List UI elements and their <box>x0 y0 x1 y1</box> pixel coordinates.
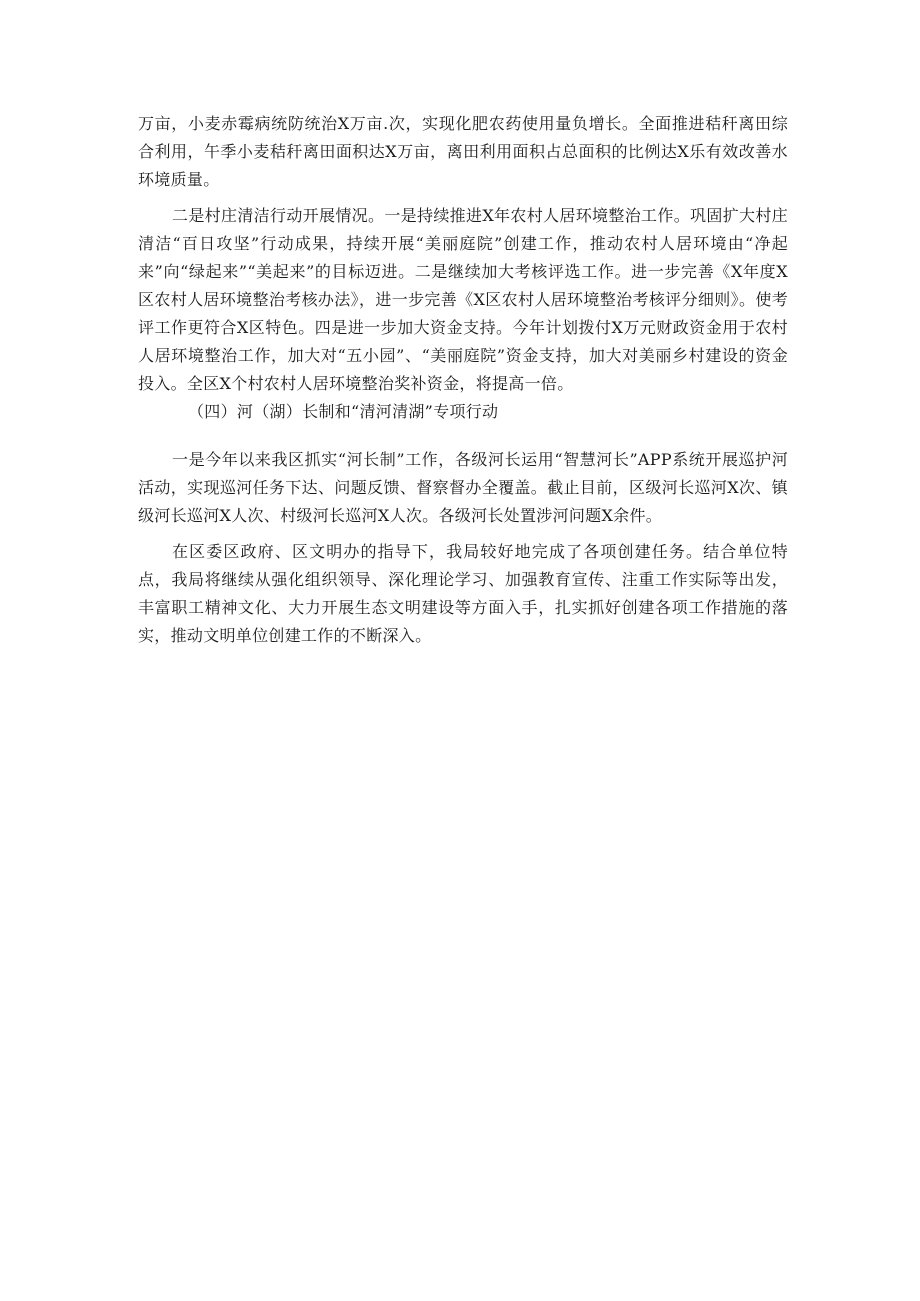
paragraph-continuation: 万亩，小麦赤霉病统防统治X万亩.次，实现化肥农药使用量负增长。全面推进秸秆离田综合利用，午季小麦秸秆离田面积达X万亩，离田利用面积占总面积的比例达X乐有效改善水环境质量。 <box>138 114 788 189</box>
section-heading-river-chief: （四）河（湖）长制和“清河清湖”专项行动 <box>188 402 499 421</box>
paragraph-village-cleaning: 二是村庄清洁行动开展情况。一是持续推进X年农村人居环境整治工作。巩固扩大村庄清洁“百日攻坚”行动成果，持续开展“美丽庭院”创建工作，推动农村人居环境由“净起来”向“绿起来”“美起来”的目标迈进。二是继续加大考核评选工作。进一步完善《X年度X区农村人居环境整治考核办法》，进一步完善《X区农村人居环境整治考核评分细则》。使考评工作更符合X区特色。四是进一步加大资金支持。今年计划拨付X万元财政资金用于农村人居环境整治工作，加大对“五小园”、“美丽庭院”资金支持，加大对美丽乡村建设的资金投入。全区X个村农村人居环境整治奖补资金，将提高一倍。 <box>138 206 788 393</box>
document-page <box>138 110 788 650</box>
paragraph-river-chief-system: 一是今年以来我区抓实“河长制”工作，各级河长运用“智慧河长”APP系统开展巡护河活动，实现巡河任务下达、问题反馈、督察督办全覆盖。截止目前，区级河长巡河X次、镇级河长巡河X人次、村级河长巡河X人次。各级河长处置涉河问题X余件。 <box>138 450 788 525</box>
paragraph-conclusion: 在区委区政府、区文明办的指导下，我局较好地完成了各项创建任务。结合单位特点，我局将继续从强化组织领导、深化理论学习、加强教育宣传、注重工作实际等出发，丰富职工精神文化、大力开展生态文明建设等方面入手，扎实抓好创建各项工作措施的落实，推动文明单位创建工作的不断深入。 <box>138 542 788 645</box>
